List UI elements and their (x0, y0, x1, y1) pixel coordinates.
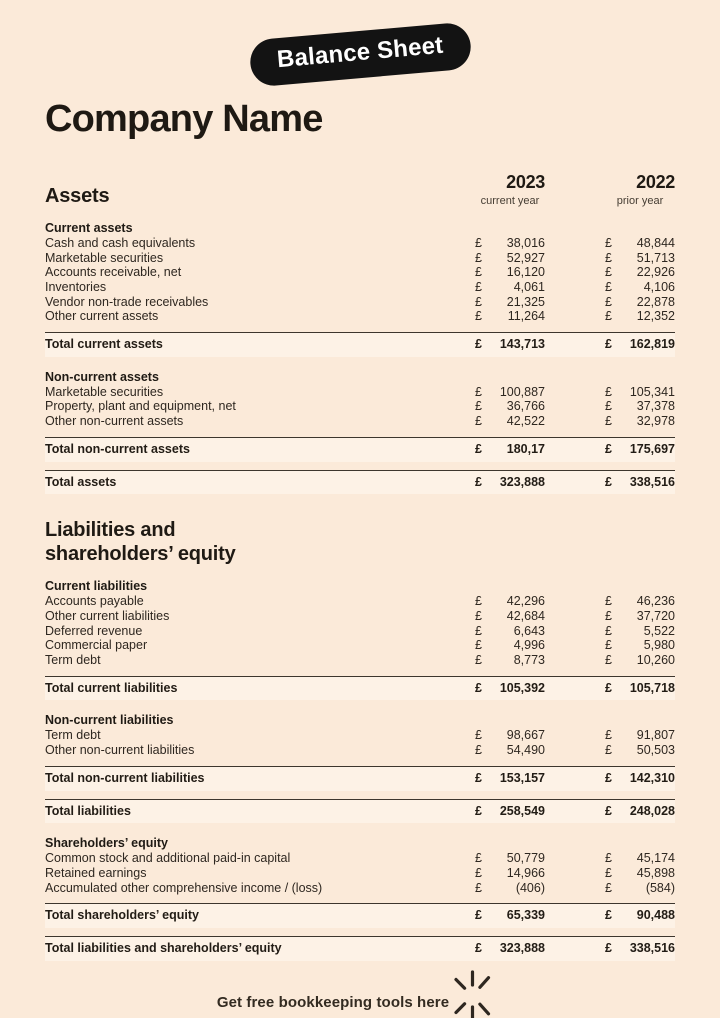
amount-cell-prior (605, 414, 675, 429)
row-label: Retained earnings (45, 865, 147, 880)
currency-symbol: £ (475, 265, 482, 280)
amount-cell-prior (605, 337, 675, 352)
amount-cell-prior (605, 280, 675, 295)
line-item-row (45, 624, 675, 639)
amount-cell-prior (605, 653, 675, 668)
amount-value-current: 16,120 (506, 265, 545, 280)
row-label: Other current liabilities (45, 608, 170, 623)
section-title-line: shareholders’ equity (45, 543, 236, 566)
total-row (45, 470, 675, 495)
amount-cell-current (475, 594, 545, 609)
amount-cell-current (475, 624, 545, 639)
line-item-group (45, 836, 675, 895)
currency-symbol: £ (605, 680, 612, 695)
amount-cell-prior (605, 475, 675, 490)
amount-cell-current (475, 385, 545, 400)
amount-cell-prior (605, 609, 675, 624)
row-label: Term debt (45, 653, 101, 668)
amount-value-prior: 12,352 (636, 309, 675, 324)
line-item-row (45, 609, 675, 624)
amount-cell-current (475, 804, 545, 819)
line-item-row (45, 851, 675, 866)
line-item-row (45, 236, 675, 251)
line-item-row (45, 866, 675, 881)
amount-cell-current (475, 851, 545, 866)
amount-value-prior: 48,844 (636, 235, 675, 250)
year-column-current (475, 172, 545, 207)
amount-value-prior: 142,310 (629, 770, 675, 785)
amount-cell-current (475, 941, 545, 956)
total-row (45, 936, 675, 961)
amount-value-prior: 32,978 (636, 414, 675, 429)
currency-symbol: £ (475, 250, 482, 265)
section-title-line: Liabilities and (45, 519, 176, 542)
row-label: Term debt (45, 728, 101, 743)
row-label: Vendor non-trade receivables (45, 294, 209, 309)
currency-symbol: £ (475, 294, 482, 309)
row-label: Commercial paper (45, 638, 148, 653)
amount-value-prior: 51,713 (636, 250, 675, 265)
line-item-row (45, 399, 675, 414)
currency-symbol: £ (605, 399, 612, 414)
amount-value-current: 180,17 (506, 441, 545, 456)
line-item-row (45, 743, 675, 758)
currency-symbol: £ (605, 279, 612, 294)
currency-symbol: £ (605, 743, 612, 758)
section-header-assets (45, 172, 675, 208)
section-title-line: Assets (45, 184, 110, 207)
amount-cell-current (475, 295, 545, 310)
amount-value-current: 105,392 (499, 680, 545, 695)
line-item-row (45, 881, 675, 896)
amount-cell-current (475, 681, 545, 696)
line-item-row (45, 414, 675, 429)
line-item-row (45, 638, 675, 653)
line-item-group (45, 579, 675, 668)
row-label: Total liabilities (45, 803, 131, 818)
amount-value-prior: (584) (645, 880, 675, 895)
group-header: Non-current liabilities (45, 713, 174, 728)
currency-symbol: £ (605, 851, 612, 866)
statement-table (45, 172, 675, 961)
badge-label: Balance Sheet (275, 31, 445, 74)
amount-value-current: 323,888 (499, 474, 545, 489)
currency-symbol: £ (475, 623, 482, 638)
currency-symbol: £ (475, 908, 482, 923)
amount-cell-prior (605, 385, 675, 400)
amount-cell-current (475, 442, 545, 457)
row-label: Total current assets (45, 337, 163, 352)
amount-value-current: 6,643 (513, 623, 545, 638)
amount-value-current: 50,779 (506, 851, 545, 866)
amount-value-current: 11,264 (507, 309, 545, 324)
amount-cell-current (475, 309, 545, 324)
year-caption-current: current year (480, 194, 540, 207)
amount-value-current: 4,061 (513, 279, 545, 294)
currency-symbol: £ (475, 728, 482, 743)
amount-cell-current (475, 771, 545, 786)
currency-symbol: £ (605, 908, 612, 923)
amount-cell-current (475, 399, 545, 414)
amount-value-prior: 338,516 (629, 941, 675, 956)
row-label: Marketable securities (45, 384, 164, 399)
currency-symbol: £ (605, 250, 612, 265)
amount-value-prior: 22,926 (636, 265, 675, 280)
amount-cell-current (475, 908, 545, 923)
amount-cell-prior (605, 236, 675, 251)
amount-cell-current (475, 236, 545, 251)
group-header: Shareholders’ equity (45, 836, 168, 851)
currency-symbol: £ (605, 265, 612, 280)
amount-cell-prior (605, 265, 675, 280)
amount-value-current: 54,490 (506, 743, 545, 758)
currency-symbol: £ (605, 880, 612, 895)
amount-cell-current (475, 638, 545, 653)
amount-cell-current (475, 653, 545, 668)
amount-value-prior: 5,980 (643, 638, 675, 653)
section-header-liabilities-equity (45, 518, 675, 566)
amount-value-prior: 22,878 (636, 294, 675, 309)
currency-symbol: £ (605, 235, 612, 250)
row-label: Other non-current assets (45, 414, 184, 429)
amount-value-prior: 162,819 (629, 337, 675, 352)
row-label: Total non-current assets (45, 441, 190, 456)
total-row (45, 799, 675, 824)
row-label: Accounts receivable, net (45, 265, 182, 280)
currency-symbol: £ (605, 474, 612, 489)
amount-cell-current (475, 881, 545, 896)
amount-cell-prior (605, 624, 675, 639)
currency-symbol: £ (475, 337, 482, 352)
row-label: Total non-current liabilities (45, 770, 205, 785)
amount-value-current: 42,684 (506, 608, 545, 623)
total-row (45, 332, 675, 357)
badge-container (0, 0, 720, 78)
amount-cell-prior (605, 442, 675, 457)
amount-value-prior: 10,260 (636, 653, 675, 668)
amount-cell-prior (605, 851, 675, 866)
currency-symbol: £ (605, 608, 612, 623)
currency-symbol: £ (605, 441, 612, 456)
amount-cell-prior (605, 771, 675, 786)
amount-cell-prior (605, 866, 675, 881)
amount-value-prior: 105,718 (629, 680, 675, 695)
section-title (45, 518, 236, 566)
year-headers (415, 172, 675, 207)
amount-cell-prior (605, 309, 675, 324)
currency-symbol: £ (605, 770, 612, 785)
row-label: Marketable securities (45, 250, 164, 265)
line-item-row (45, 594, 675, 609)
line-item-row (45, 728, 675, 743)
section-title (45, 184, 109, 208)
amount-value-prior: 175,697 (629, 441, 675, 456)
amount-cell-current (475, 337, 545, 352)
amount-value-current: 21,325 (506, 294, 545, 309)
row-label: Total liabilities and shareholders’ equity (45, 941, 282, 956)
currency-symbol: £ (475, 608, 482, 623)
amount-cell-prior (605, 594, 675, 609)
line-item-row (45, 251, 675, 266)
amount-value-prior: 37,720 (636, 608, 675, 623)
line-item-group (45, 713, 675, 757)
total-row (45, 437, 675, 462)
currency-symbol: £ (475, 638, 482, 653)
section-assets (45, 172, 675, 494)
amount-value-current: 4,996 (513, 638, 545, 653)
currency-symbol: £ (605, 594, 612, 609)
footer (0, 981, 720, 1018)
amount-value-prior: 4,106 (643, 279, 675, 294)
row-label: Cash and cash equivalents (45, 235, 196, 250)
amount-value-current: 258,549 (499, 803, 545, 818)
currency-symbol: £ (475, 279, 482, 294)
footer-cta-link[interactable]: Get free bookkeeping tools here (216, 994, 450, 1012)
currency-symbol: £ (605, 941, 612, 956)
amount-cell-prior (605, 399, 675, 414)
row-label: Inventories (45, 279, 107, 294)
currency-symbol: £ (605, 728, 612, 743)
amount-value-current: 153,157 (499, 770, 545, 785)
year-label-prior: 2022 (636, 171, 675, 192)
row-label: Property, plant and equipment, net (45, 399, 236, 414)
section-liabilities-equity (45, 518, 675, 961)
amount-value-current: (406) (515, 880, 545, 895)
amount-cell-prior (605, 728, 675, 743)
line-item-row (45, 265, 675, 280)
amount-cell-prior (605, 681, 675, 696)
group-header: Current assets (45, 220, 133, 235)
currency-symbol: £ (605, 384, 612, 399)
currency-symbol: £ (475, 941, 482, 956)
amount-value-prior: 45,174 (636, 851, 675, 866)
amount-cell-current (475, 866, 545, 881)
currency-symbol: £ (605, 337, 612, 352)
amount-cell-current (475, 728, 545, 743)
amount-value-prior: 37,378 (636, 399, 675, 414)
currency-symbol: £ (475, 399, 482, 414)
amount-value-current: 14,966 (506, 865, 545, 880)
amount-cell-prior (605, 941, 675, 956)
amount-cell-current (475, 609, 545, 624)
amount-cell-prior (605, 251, 675, 266)
currency-symbol: £ (605, 623, 612, 638)
amount-value-current: 323,888 (499, 941, 545, 956)
currency-symbol: £ (475, 865, 482, 880)
row-label: Other current assets (45, 309, 159, 324)
year-column-prior (605, 172, 675, 207)
total-row (45, 903, 675, 928)
year-caption-prior: prior year (616, 194, 664, 207)
amount-value-prior: 50,503 (636, 743, 675, 758)
amount-cell-prior (605, 638, 675, 653)
currency-symbol: £ (475, 441, 482, 456)
amount-value-current: 42,522 (506, 414, 545, 429)
row-label: Accumulated other comprehensive income / (loss) (45, 880, 323, 895)
amount-cell-current (475, 280, 545, 295)
amount-cell-prior (605, 295, 675, 310)
sparkle-burst-icon (451, 967, 503, 1018)
line-item-group (45, 221, 675, 324)
currency-symbol: £ (475, 414, 482, 429)
amount-value-current: 98,667 (506, 728, 545, 743)
group-header: Non-current assets (45, 369, 159, 384)
amount-value-current: 42,296 (506, 594, 545, 609)
amount-value-current: 52,927 (506, 250, 545, 265)
amount-cell-current (475, 265, 545, 280)
amount-cell-prior (605, 743, 675, 758)
amount-value-current: 36,766 (506, 399, 545, 414)
currency-symbol: £ (475, 803, 482, 818)
currency-symbol: £ (605, 653, 612, 668)
amount-value-prior: 338,516 (629, 474, 675, 489)
amount-value-current: 100,887 (499, 384, 545, 399)
amount-value-prior: 45,898 (636, 865, 675, 880)
year-label-current: 2023 (506, 171, 545, 192)
currency-symbol: £ (475, 384, 482, 399)
currency-symbol: £ (605, 865, 612, 880)
line-item-row (45, 385, 675, 400)
amount-cell-current (475, 475, 545, 490)
amount-cell-prior (605, 908, 675, 923)
line-item-row (45, 295, 675, 310)
amount-cell-prior (605, 804, 675, 819)
line-item-row (45, 309, 675, 324)
balance-sheet-badge (248, 21, 472, 87)
currency-symbol: £ (475, 851, 482, 866)
line-item-row (45, 653, 675, 668)
amount-value-current: 65,339 (506, 908, 545, 923)
company-name: Company Name (45, 97, 323, 140)
currency-symbol: £ (475, 309, 482, 324)
row-label: Common stock and additional paid-in capital (45, 851, 291, 866)
currency-symbol: £ (605, 294, 612, 309)
amount-value-current: 38,016 (506, 235, 545, 250)
currency-symbol: £ (475, 474, 482, 489)
amount-value-current: 8,773 (513, 653, 545, 668)
amount-cell-current (475, 414, 545, 429)
total-row (45, 676, 675, 701)
group-header: Current liabilities (45, 579, 148, 594)
row-label: Accounts payable (45, 594, 144, 609)
currency-symbol: £ (605, 638, 612, 653)
amount-cell-prior (605, 881, 675, 896)
currency-symbol: £ (475, 594, 482, 609)
row-label: Total current liabilities (45, 680, 178, 695)
currency-symbol: £ (475, 770, 482, 785)
line-item-row (45, 280, 675, 295)
row-label: Total shareholders’ equity (45, 908, 199, 923)
row-label: Deferred revenue (45, 623, 143, 638)
amount-value-prior: 5,522 (643, 623, 675, 638)
currency-symbol: £ (475, 680, 482, 695)
total-row (45, 766, 675, 791)
row-label: Total assets (45, 474, 117, 489)
currency-symbol: £ (475, 235, 482, 250)
currency-symbol: £ (475, 743, 482, 758)
currency-symbol: £ (605, 309, 612, 324)
currency-symbol: £ (475, 653, 482, 668)
amount-value-prior: 105,341 (629, 384, 675, 399)
line-item-group (45, 370, 675, 429)
amount-value-prior: 248,028 (629, 803, 675, 818)
amount-value-prior: 90,488 (636, 908, 675, 923)
currency-symbol: £ (605, 803, 612, 818)
amount-cell-current (475, 251, 545, 266)
currency-symbol: £ (475, 880, 482, 895)
amount-cell-current (475, 743, 545, 758)
amount-value-current: 143,713 (499, 337, 545, 352)
amount-value-prior: 46,236 (636, 594, 675, 609)
amount-value-prior: 91,807 (636, 728, 675, 743)
row-label: Other non-current liabilities (45, 743, 195, 758)
currency-symbol: £ (605, 414, 612, 429)
